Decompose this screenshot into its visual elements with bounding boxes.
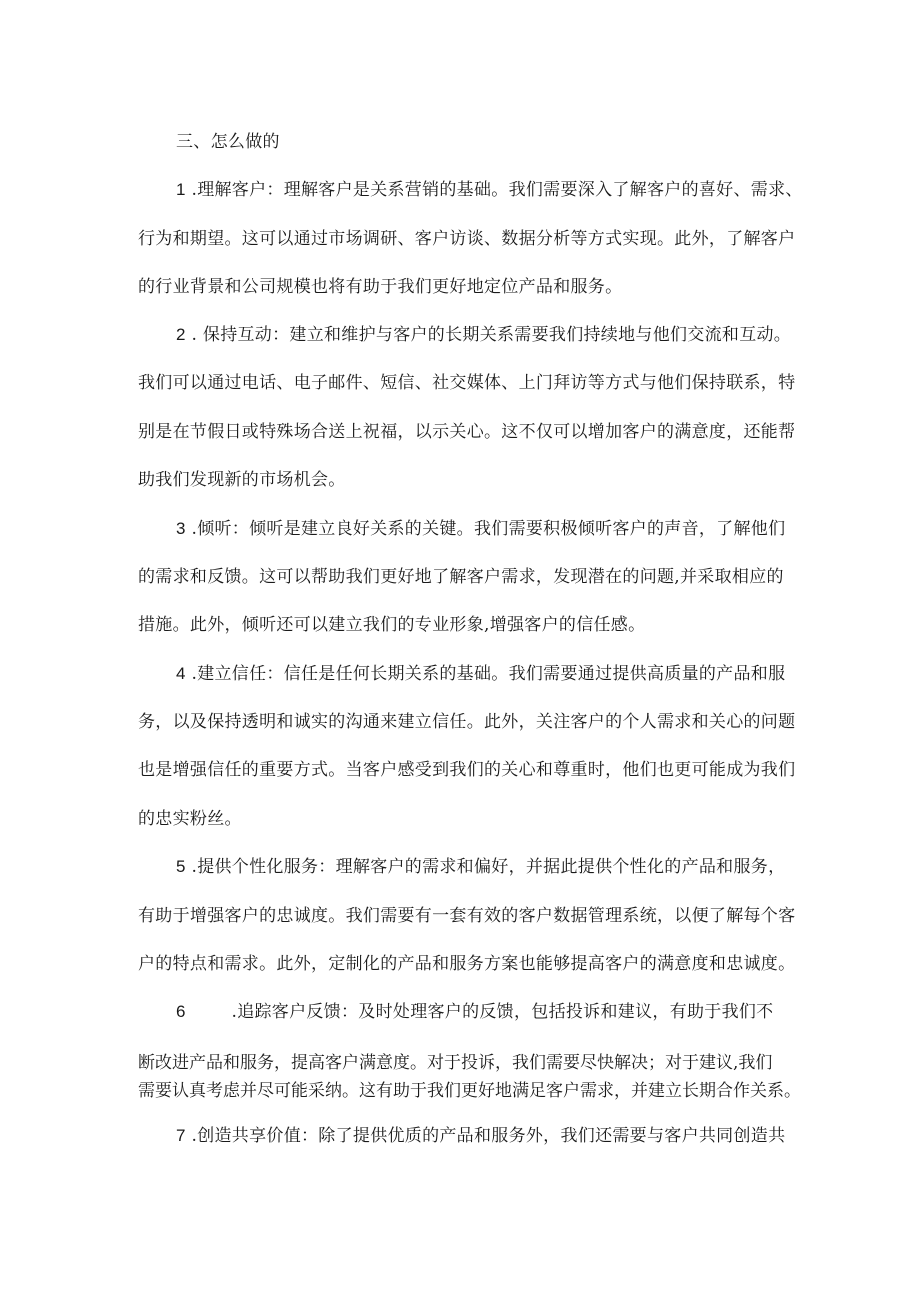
item-2-line-1: [176, 323, 791, 347]
item-6-line-1: [176, 1000, 774, 1024]
item-2-line-3: 别是在节假日或特殊场合送上祝福，以示关心。这不仅可以增加客户的满意度，还能帮: [138, 422, 796, 442]
item-number: 2: [176, 325, 186, 344]
item-3-line-1: [176, 517, 785, 541]
item-number: 3: [176, 519, 186, 538]
item-4-line-2: 务，以及保持透明和诚实的沟通来建立信任。此外，关注客户的个人需求和关心的问题: [138, 712, 796, 732]
item-1-line-3: 的行业背景和公司规模也将有助于我们更好地定位产品和服务。: [138, 277, 623, 297]
item-number: 7: [176, 1126, 186, 1145]
item-number: 5: [176, 857, 186, 876]
item-text: . 保持互动：建立和维护与客户的长期关系需要我们持续地与他们交流和互动。: [191, 325, 792, 345]
section-heading: 三、怎么做的: [176, 132, 280, 152]
item-text: .追踪客户反馈：及时处理客户的反馈，包括投诉和建议，有助于我们不: [231, 1002, 774, 1022]
item-2-line-2: 我们可以通过电话、电子邮件、短信、社交媒体、上门拜访等方式与他们保持联系，特: [138, 373, 796, 393]
item-number: 6: [176, 1002, 186, 1021]
item-text: .提供个性化服务：理解客户的需求和偏好，并据此提供个性化的产品和服务，: [191, 857, 786, 877]
item-number: 4: [176, 664, 186, 683]
item-text: .创造共享价值：除了提供优质的产品和服务外，我们还需要与客户共同创造共: [191, 1126, 786, 1146]
item-number: 1: [176, 180, 186, 199]
item-6-line-2: 断改进产品和服务，提高客户满意度。对于投诉，我们需要尽快解决；对于建议,我们: [138, 1053, 773, 1073]
item-3-line-2: 的需求和反馈。这可以帮助我们更好地了解客户需求，发现潜在的问题,并采取相应的: [138, 567, 784, 587]
item-4-line-4: 的忠实粉丝。: [138, 809, 242, 829]
item-text: .理解客户：理解客户是关系营销的基础。我们需要深入了解客户的喜好、需求、: [191, 180, 803, 200]
item-4-line-1: [176, 662, 785, 686]
item-7-line-1: [176, 1124, 785, 1148]
item-5-line-3: 户的特点和需求。此外，定制化的产品和服务方案也能够提高客户的满意度和忠诚度。: [138, 954, 796, 974]
item-6-line-3: 需要认真考虑并尽可能采纳。这有助于我们更好地满足客户需求，并建立长期合作关系。: [138, 1081, 801, 1101]
item-1-line-2: 行为和期望。这可以通过市场调研、客户访谈、数据分析等方式实现。此外，了解客户: [138, 229, 796, 249]
item-4-line-3: 也是增强信任的重要方式。当客户感受到我们的关心和尊重时，他们也更可能成为我们: [138, 760, 796, 780]
item-2-line-4: 助我们发现新的市场机会。: [138, 470, 346, 490]
item-5-line-1: [176, 855, 785, 879]
item-1-line-1: [176, 178, 803, 202]
item-text: .倾听：倾听是建立良好关系的关键。我们需要积极倾听客户的声音，了解他们: [191, 519, 786, 539]
item-5-line-2: 有助于增强客户的忠诚度。我们需要有一套有效的客户数据管理系统，以便了解每个客: [138, 906, 796, 926]
item-text: .建立信任：信任是任何长期关系的基础。我们需要通过提供高质量的产品和服: [191, 664, 786, 684]
item-3-line-3: 措施。此外，倾听还可以建立我们的专业形象,增强客户的信任感。: [138, 615, 646, 635]
